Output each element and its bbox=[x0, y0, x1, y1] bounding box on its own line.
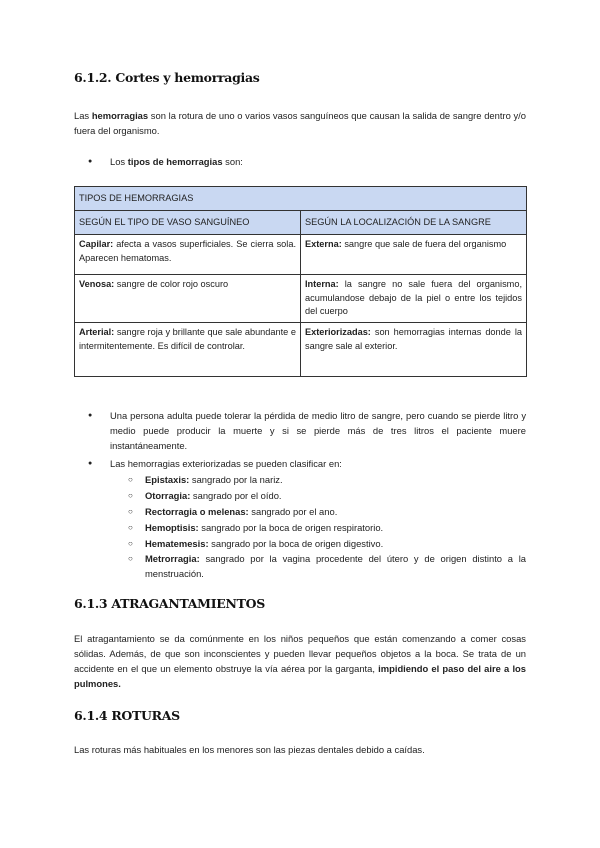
sub-item bbox=[128, 488, 526, 503]
intro-pre: Las bbox=[74, 110, 92, 121]
sub-text: sangrado por la nariz. bbox=[189, 474, 283, 485]
cell-text: afecta a vasos superficiales. Se cierra sola. Aparecen hematomas. bbox=[79, 239, 296, 263]
sub-text: sangrado por la vagina procedente del útero y de origen distinto a la menstruación. bbox=[145, 553, 526, 579]
cell-text: sangre de color rojo oscuro bbox=[114, 279, 229, 289]
atrag-text: El atragantamiento se da comúnmente en los niños pequeños que están comenzando a comer cosas sólidas. Además, de que son inconscientes y pueden llevar pequeños objetos a la boca. Se trata de un accidente en el que un elemento obstruye la vía aérea por la garganta, bbox=[74, 633, 526, 674]
sub-bold: Hemoptisis: bbox=[145, 522, 199, 533]
cell-bold: Arterial: bbox=[79, 327, 115, 337]
intro-post: son la rotura de uno o varios vasos sanguíneos que causan la salida de sangre dentro y/o fuera del organismo. bbox=[74, 110, 526, 136]
sub-item bbox=[128, 536, 526, 551]
cell-text: la sangre no sale fuera del organismo, acumulandose debajo de la piel o entre los tejidos del cuerpo bbox=[305, 279, 522, 316]
table-cell bbox=[75, 235, 301, 275]
table-cell bbox=[75, 275, 301, 323]
bullet-text: ● Las hemorragias exteriorizadas se pueden clasificar en: bbox=[110, 458, 342, 469]
table-row bbox=[75, 275, 527, 323]
atragantamientos-text bbox=[74, 631, 526, 691]
sub-bold: Metrorragia: bbox=[145, 553, 200, 564]
section-heading-roturas: 6.1.4 ROTURAS bbox=[74, 708, 180, 723]
bullet-post: son: bbox=[222, 156, 243, 167]
table-row bbox=[75, 235, 527, 275]
table-cell bbox=[301, 235, 527, 275]
sub-bold: Rectorragia o melenas: bbox=[145, 506, 249, 517]
sub-bold: Otorragia: bbox=[145, 490, 191, 501]
table-cell bbox=[301, 323, 527, 377]
bullet-tipos bbox=[90, 154, 526, 169]
bullet-pre: Los bbox=[110, 156, 128, 167]
sub-item bbox=[128, 472, 526, 487]
bullet-bold: tipos de hemorragias bbox=[127, 156, 223, 167]
cell-bold: Interna: bbox=[305, 279, 339, 289]
sub-item bbox=[128, 551, 526, 581]
cell-text: sangre roja y brillante que sale abundante e intermitentemente. Es difícil de controlar. bbox=[79, 327, 296, 351]
sub-item bbox=[128, 504, 526, 519]
sub-text: sangrado por el ano. bbox=[248, 506, 338, 517]
sub-item bbox=[128, 520, 526, 535]
table-title: TIPOS DE HEMORRAGIAS bbox=[75, 187, 527, 211]
sub-bold: Epistaxis: bbox=[145, 474, 190, 485]
sub-text: sangrado por la boca de origen digestivo. bbox=[208, 538, 384, 549]
sub-text: sangrado por la boca de origen respiratorio. bbox=[198, 522, 384, 533]
intro-bold: hemorragias bbox=[91, 110, 149, 121]
col1-header: SEGÚN EL TIPO DE VASO SANGUÍNEO bbox=[75, 211, 301, 235]
roturas-text: Las roturas más habituales en los menores son las piezas dentales debido a caídas. bbox=[74, 744, 425, 755]
sub-text: sangrado por el oído. bbox=[190, 490, 282, 501]
bullet-text: ● Una persona adulta puede tolerar la pérdida de medio litro de sangre, pero cuando se pierde litro y medio puede producir la muerte y si se pierde más de tres litros el paciente muere instantáneamente. bbox=[110, 410, 526, 451]
bullet-clasificar bbox=[90, 456, 526, 471]
cell-bold: Externa: bbox=[305, 239, 342, 249]
table-row bbox=[75, 323, 527, 377]
cell-text: sangre que sale de fuera del organismo bbox=[341, 239, 507, 249]
section-heading-cortes: 6.1.2. Cortes y hemorragias bbox=[74, 70, 260, 85]
bullet-tolerancia bbox=[90, 408, 526, 453]
cell-bold: Exteriorizadas: bbox=[305, 327, 371, 337]
table-cell bbox=[301, 275, 527, 323]
section-heading-atragantamientos: 6.1.3 ATRAGANTAMIENTOS bbox=[74, 596, 265, 611]
cell-bold: Venosa: bbox=[79, 279, 115, 289]
cell-text: son hemorragias internas donde la sangre sale al exterior. bbox=[305, 327, 522, 351]
hemorragias-table bbox=[74, 186, 527, 377]
sub-bold: Hematemesis: bbox=[145, 538, 209, 549]
col2-header: SEGÚN LA LOCALIZACIÓN DE LA SANGRE bbox=[301, 211, 527, 235]
table-cell bbox=[75, 323, 301, 377]
cell-bold: Capilar: bbox=[79, 239, 114, 249]
atrag-bold: impidiendo el paso del aire a los pulmones. bbox=[74, 663, 526, 689]
hemorragias-intro bbox=[74, 108, 526, 138]
